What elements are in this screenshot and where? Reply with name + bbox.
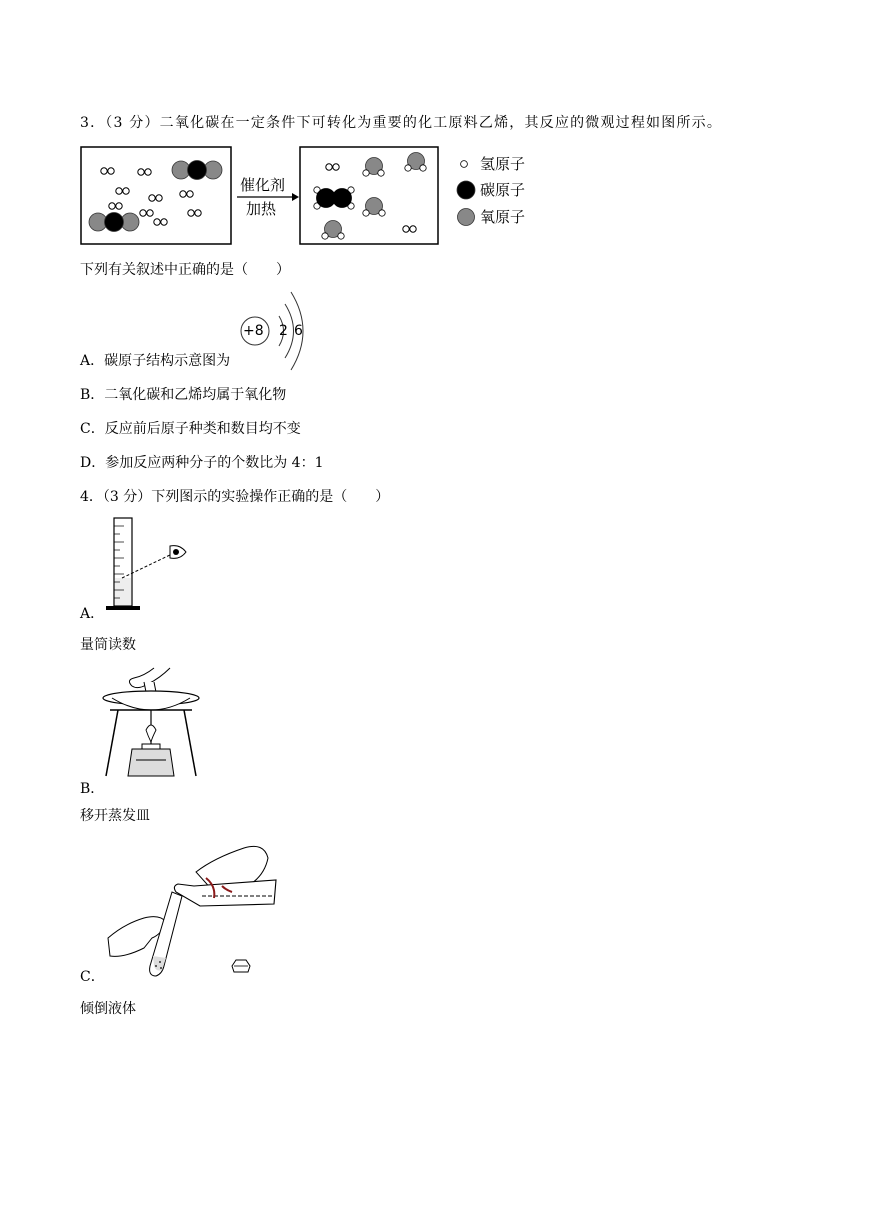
carbon-legend-icon (457, 181, 475, 199)
hydrogen-legend-icon (461, 161, 468, 168)
q4-option-c-caption: 倾倒液体 (80, 1001, 136, 1017)
q3-option-d[interactable]: D．参加反应两种分子的个数比为 4：1 (80, 455, 324, 471)
q3-prompt: 下列有关叙述中正确的是（ ） (80, 262, 290, 278)
legend-hydrogen-label: 氢原子 (480, 155, 526, 173)
arrow-label-heat: 加热 (246, 200, 277, 218)
q3-option-b[interactable]: B．二氧化碳和乙烯均属于氧化物 (80, 387, 287, 403)
atom-nucleus-charge: +8 (243, 323, 264, 339)
q3-option-c[interactable]: C．反应前后原子种类和数目均不变 (80, 421, 301, 437)
q4-option-b-caption: 移开蒸发皿 (80, 808, 150, 824)
atom-shell2-count: 6 (294, 323, 303, 339)
oxygen-legend-icon (458, 209, 475, 226)
atom-shell1-count: 2 (279, 323, 288, 339)
q3-option-a[interactable]: A．碳原子结构示意图为 (80, 353, 231, 369)
legend-carbon-label: 碳原子 (480, 181, 526, 199)
q4-option-a-letter[interactable]: A． (80, 606, 105, 622)
arrow-label-catalyst: 催化剂 (240, 176, 286, 194)
evaporating-dish-icon (98, 664, 208, 784)
legend-symbols (457, 161, 475, 226)
q4-stem: 4．（3 分）下列图示的实验操作正确的是（ ） (80, 489, 390, 505)
pouring-liquid-icon (104, 838, 284, 978)
q4-option-b-letter[interactable]: B． (80, 781, 105, 797)
q3-stem: 3．（3 分）二氧化碳在一定条件下可转化为重要的化工原料乙烯，其反应的微观过程如图所示。 (80, 115, 723, 131)
legend-oxygen-label: 氧原子 (480, 208, 526, 226)
q4-option-c-letter[interactable]: C． (80, 969, 105, 985)
graduated-cylinder-reading-icon (100, 516, 210, 616)
q4-option-a-caption: 量筒读数 (80, 637, 136, 653)
